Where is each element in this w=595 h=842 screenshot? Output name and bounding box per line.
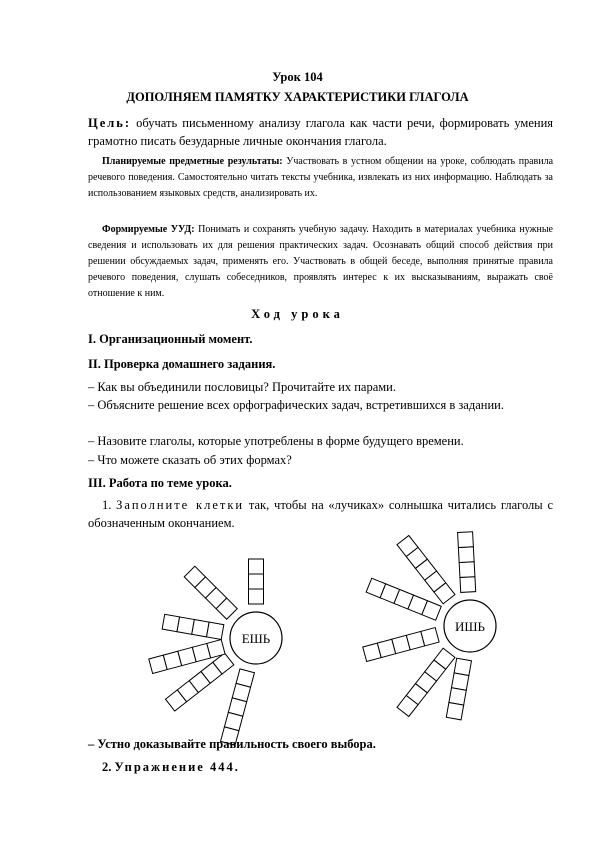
sun-left [149,559,282,745]
task-1-rest: так, чтобы на «лучиках» солнышка читались глаголы с обозначенным окончанием. [88,498,554,530]
task-2-text [88,758,553,776]
letter-box[interactable] [459,562,475,578]
uud-text: Понимать и сохранять учебную задачу. Находить в материалах учебника нужные сведения и использовать их для решения практических задач. Осознавать общий способ действия при решении обсуждаемых задач, применять его. Участвовать в общей беседе, выполняя принятые правила речевого поведения, слушать собеседников, проявлять интерес к их высказываниям, выражать своё отношение к ним. [88,224,553,299]
question-future-verbs: – Назовите глаголы, которые употреблены в форме будущего времени. [88,434,464,448]
planned-results-label: Планируемые предметные результаты: [102,156,283,167]
sun-ray [162,614,224,639]
letter-box[interactable] [458,532,474,548]
section-organizational: I. Организационный момент. [88,332,253,346]
task-1-number: 1. [102,498,112,512]
letter-box[interactable] [249,559,264,574]
sun-ray [458,532,476,593]
uud-label: Формируемые УУД: [102,224,195,235]
goal-text: обучать письменному анализу глагола как части речи, формировать умения грамотно писать безударные личные окончания глагола. [88,116,554,148]
letter-box[interactable] [149,655,167,673]
letter-box[interactable] [363,643,381,661]
lesson-title: ДОПОЛНЯЕМ ПАМЯТКУ ХАРАКТЕРИСТИКИ ГЛАГОЛА [126,90,469,104]
planned-results-text: Участвовать в устном общении на уроке, соблюдать правила речевого поведения. Самостоятельно читать тексты учебника, извлекать из них информацию. Наблюдать за использованием языковых средств, анализировать их. [88,156,554,199]
after-suns-instruction: – Устно доказывайте правильность своего выбора. [88,737,376,751]
task-2-number: 2. [102,760,112,774]
sun-ray [249,559,264,604]
section-homework-check: II. Проверка домашнего задания. [88,357,276,371]
sun-ray [446,658,471,720]
goal-label: Цель: [88,116,132,130]
sun-ray [184,566,237,619]
task-1-emphasis: Заполните клетки [116,498,245,512]
question-proverbs: – Как вы объединили пословицы? Прочитайте их парами. [88,380,396,394]
lesson-number: Урок 104 [272,70,323,84]
letter-box[interactable] [249,574,264,589]
sun-ending-label: ИШЬ [455,619,485,634]
question-orthography: – Объясните решение всех орфографических задач, встретившихся в задании. [88,398,504,412]
question-forms: – Что можете сказать об этих формах? [88,453,292,467]
letter-box[interactable] [162,614,179,631]
task-2-exercise: Упражнение 444. [114,760,240,774]
sun-ray [221,669,255,745]
letter-box[interactable] [460,577,476,593]
sun-ray [397,648,455,716]
course-heading: Ход урока [251,307,344,321]
sun-right [363,532,496,720]
letter-box[interactable] [249,589,264,604]
sun-ending-label: ЕШЬ [241,631,271,646]
sun-ray [363,628,439,662]
section-lesson-topic: III. Работа по теме урока. [88,476,232,490]
letter-box[interactable] [458,547,474,563]
letter-box[interactable] [446,702,463,719]
